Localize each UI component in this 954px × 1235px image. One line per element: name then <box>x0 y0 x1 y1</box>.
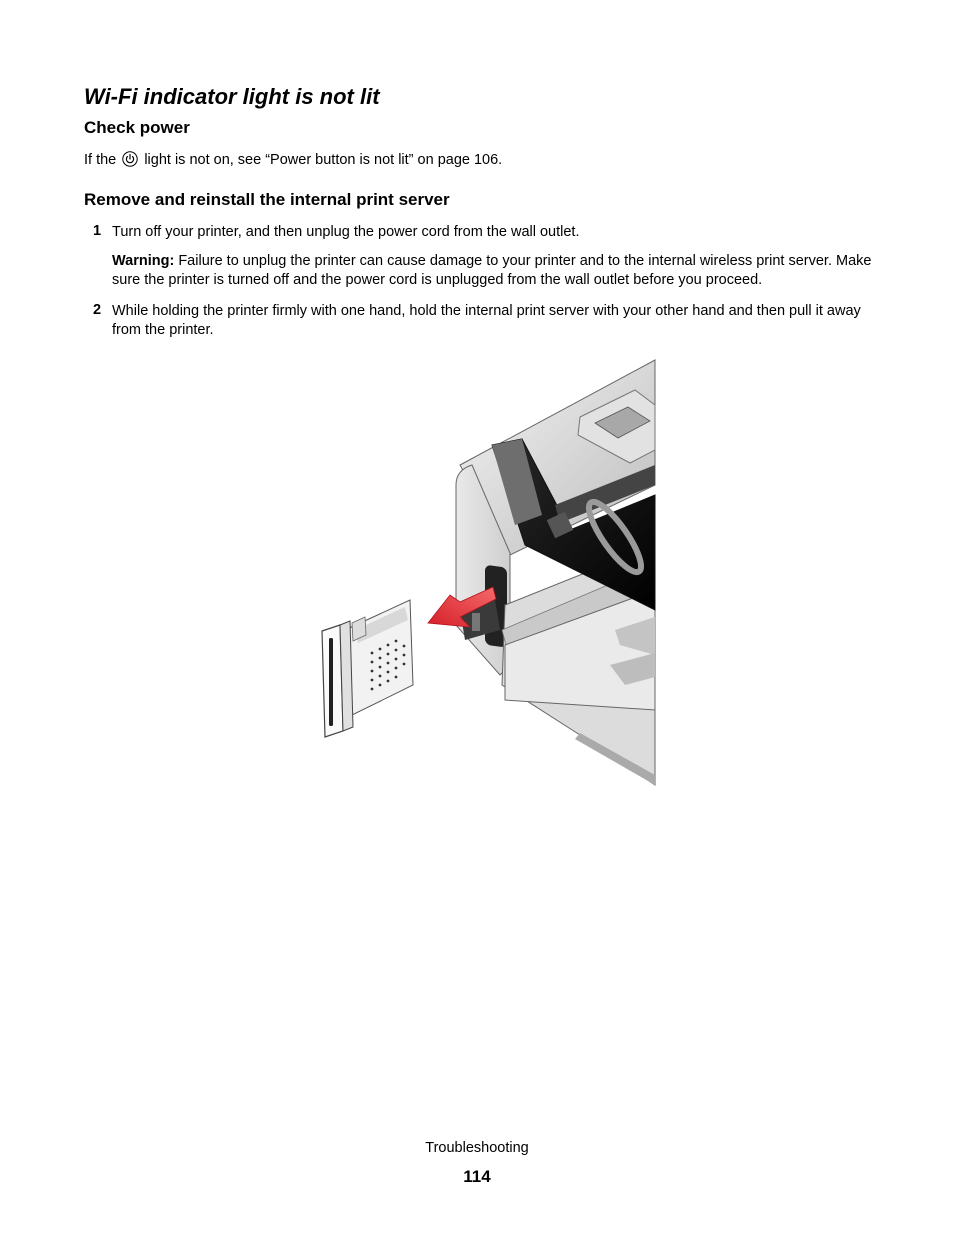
reinstall-heading: Remove and reinstall the internal print server <box>84 190 450 209</box>
footer-section-label: Troubleshooting <box>425 1140 529 1156</box>
check-power-text-after: light is not on, see “Power button is not lit” on page 106. <box>144 152 503 168</box>
warning-text: Failure to unplug the printer can cause damage to your printer and to the internal wireless print server. Make sure the printer is turned off and the power cord is unplugged from the wall outlet before you proceed. <box>112 253 872 288</box>
page-title: Wi-Fi indicator light is not lit <box>84 84 380 109</box>
check-power-text <box>84 151 884 170</box>
step-2-text: While holding the printer firmly with one hand, hold the internal print server with your other hand and then pull it away from the printer. <box>112 303 861 338</box>
power-button-icon <box>122 151 138 167</box>
internal-print-server-card <box>322 600 413 737</box>
check-power-text-before: If the <box>84 152 117 168</box>
page-number: 114 <box>463 1167 491 1186</box>
step-number-1: 1 <box>93 223 102 239</box>
warning-label: Warning: <box>112 253 175 269</box>
check-power-heading: Check power <box>84 118 190 137</box>
warning-paragraph <box>112 252 874 290</box>
step-1-text: Turn off your printer, and then unplug the power cord from the wall outlet. <box>112 224 580 240</box>
printer-body <box>456 360 655 785</box>
step-number-2: 2 <box>93 302 102 318</box>
print-server-removal-illustration <box>310 355 660 790</box>
